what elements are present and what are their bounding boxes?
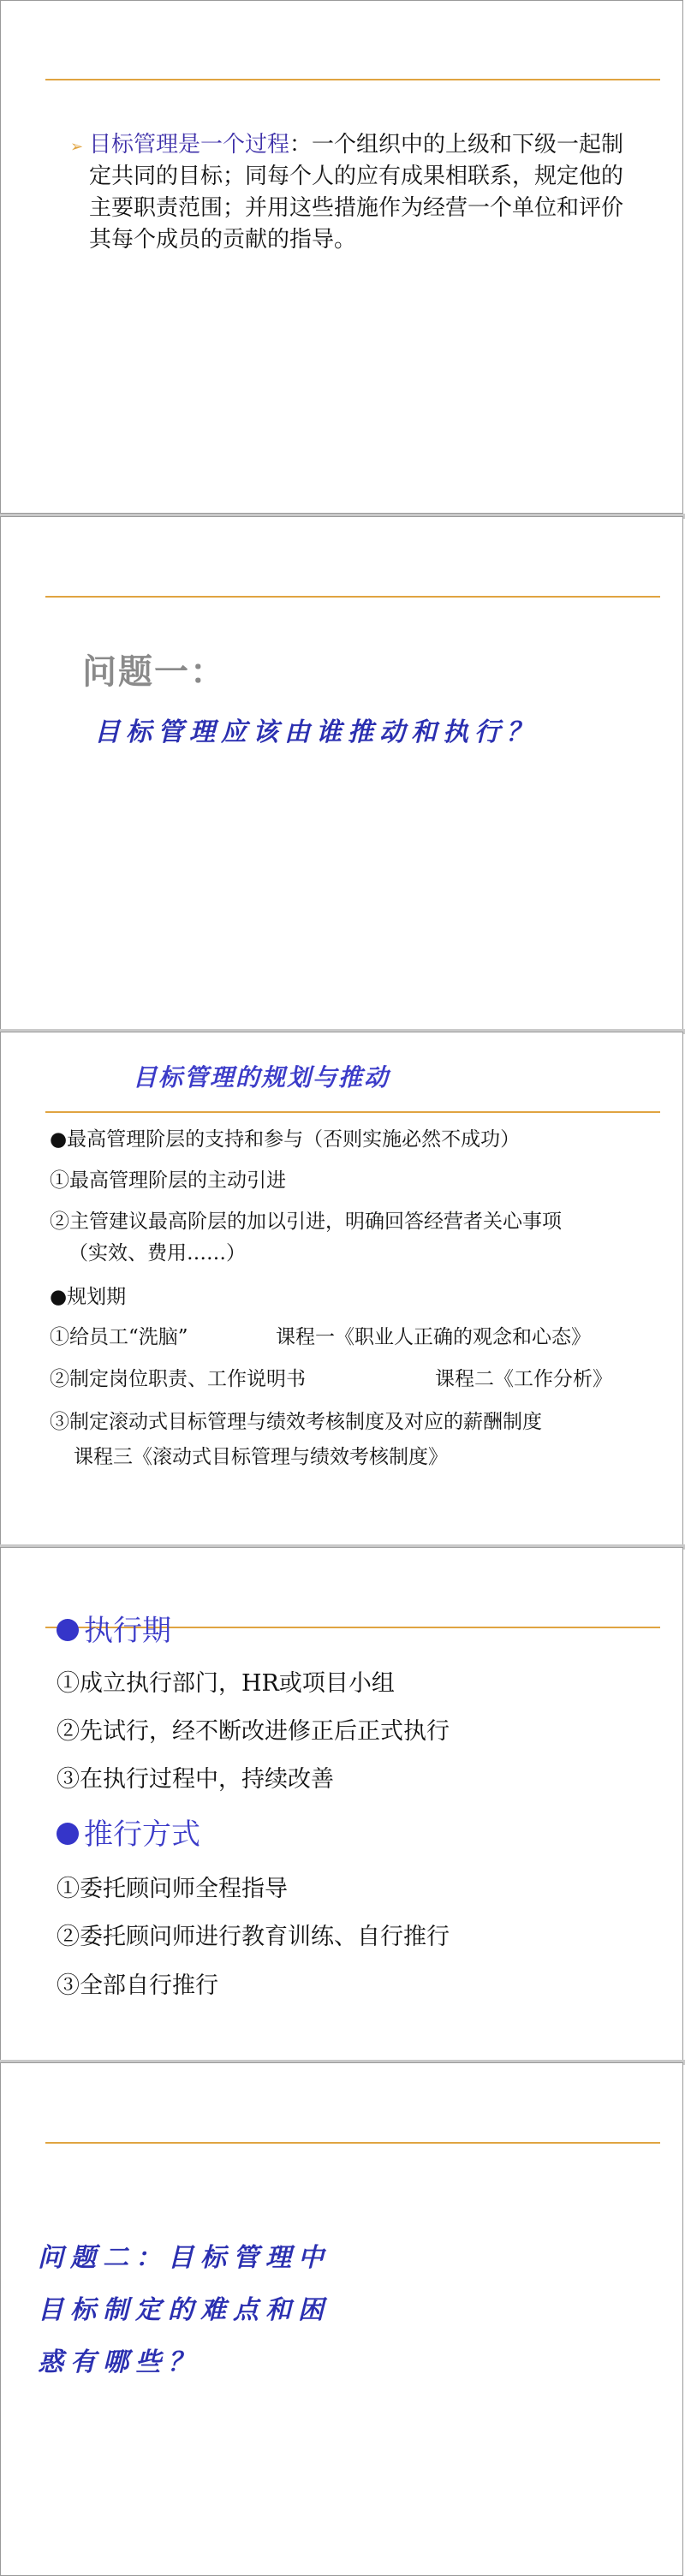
list-item: ②主管建议最高阶层的加以引进，明确回答经营者关心事项 [50,1211,562,1233]
course-label: 课程一《职业人正确的观念和心态》 [276,1326,591,1348]
bullet-dot-icon [57,1619,79,1641]
list-item: （实效、费用……） [68,1242,246,1264]
arrow-bullet-icon: ➢ [70,138,84,156]
definition-text: ：一个组织中的上级和下级一起制定共同的目标；同每个人的应有成果相联系，规定他的主要职责范围；并用这些措施作为经营一个单位和评价其每个成员的贡献的指导。 [89,132,624,253]
course-label: 课程三《滚动式目标管理与绩效考核制度》 [74,1446,448,1468]
list-item: ③在执行过程中，持续改善 [57,1766,334,1793]
list-item: ③制定滚动式目标管理与绩效考核制度及对应的薪酬制度 [50,1411,542,1433]
question-two-line: 问题二：目标管理中 [38,2243,331,2273]
course-label: 课程二《工作分析》 [435,1368,612,1390]
list-item: ①最高管理阶层的主动引进 [50,1169,286,1192]
list-item: ●最高管理阶层的支持和参与（否则实施必然不成功） [50,1128,521,1151]
divider-line [45,79,660,80]
question-two-line: 目标制定的难点和困 [38,2295,331,2325]
bullet-dot-icon [57,1823,79,1845]
list-item: ①委托顾问师全程指导 [57,1876,288,1902]
list-item: ③全部自行推行 [57,1972,218,1999]
definition-paragraph [70,129,637,256]
list-item: ①给员工“洗脑” [50,1326,188,1348]
slide-2 [0,516,683,1030]
list-item: ●规划期 [50,1286,127,1308]
divider-line [45,2142,660,2144]
section-heading-execution: 执行期 [57,1607,171,1649]
question-one-title: 问题一： [82,652,226,692]
section-heading-rollout: 推行方式 [57,1811,200,1853]
definition-term: 目标管理是一个过程 [89,132,290,158]
divider-line [45,1111,660,1113]
list-item: ②委托顾问师进行教育训练、自行推行 [57,1924,450,1950]
question-two-line: 惑有哪些？ [38,2347,200,2377]
list-item: ②制定岗位职责、工作说明书 [50,1368,306,1390]
list-item: ②先试行，经不断改进修正后正式执行 [57,1718,450,1745]
slide-title: 目标管理的规划与推动 [133,1063,390,1092]
question-one-text: 目标管理应该由谁推动和执行？ [94,717,538,747]
divider-line [45,596,660,598]
slide-1 [0,0,683,514]
list-item: ①成立执行部门，HR或项目小组 [57,1670,395,1697]
